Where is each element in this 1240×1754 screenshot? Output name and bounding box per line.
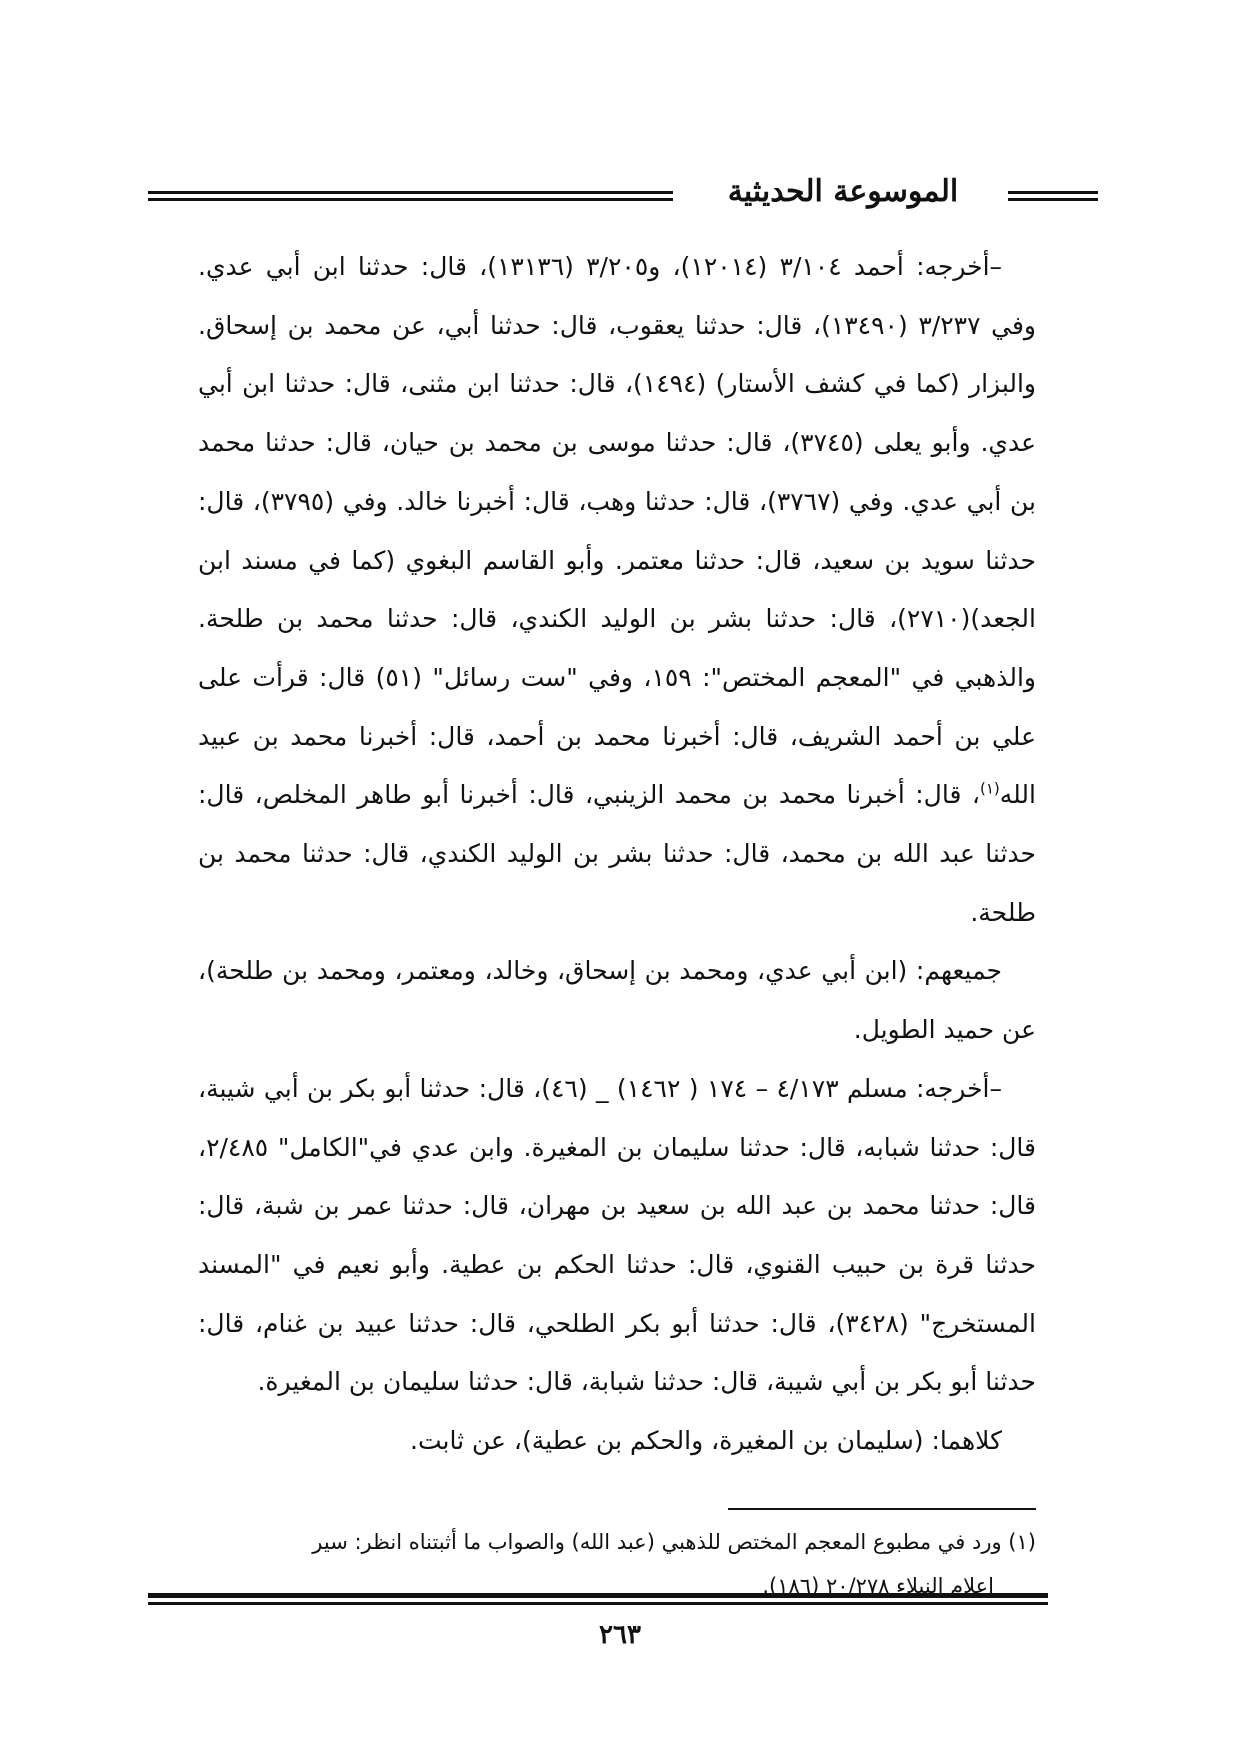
footer-rule — [148, 1593, 1048, 1605]
footnote-1-line-1: (١) ورد في مطبوع المعجم المختص للذهبي (عبد الله) والصواب ما أثبتناه انظر: سير — [312, 1530, 1036, 1554]
footnote-separator — [728, 1508, 1036, 1510]
paragraph-text: –أخرجه: أحمد ٣/١٠٤ (١٢٠١٤)، و٣/٢٠٥ (١٣١٣٦)، قال: حدثنا ابن أبي عدي. وفي ٣/٢٣٧ (١٣٤٩٠)، قال: حدثنا يعقوب، قال: حدثنا أبي، عن محمد بن إسحاق. والبزار (كما في كشف الأستار) (١٤٩٤)، قال: حدثنا ابن مثنى، قال: حدثنا ابن أبي عدي. وأبو يعلى (٣٧٤٥)، قال: حدثنا موسى بن محمد بن حيان، قال: حدثنا محمد بن أبي عدي. وفي (٣٧٦٧)، قال: حدثنا وهب، قال: أخبرنا خالد. وفي (٣٧٩٥)، قال: حدثنا سويد بن سعيد، قال: حدثنا معتمر. وأبو القاسم البغوي (كما في مسند ابن الجعد)(٢٧١٠)، قال: حدثنا بشر بن الوليد الكندي، قال: حدثنا محمد بن طلحة. والذهبي في "المعجم المختص": ١٥٩، وفي "ست رسائل" (٥١) قال: قرأت على علي بن أحمد الشريف، قال: أخبرنا محمد بن أحمد، قال: أخبرنا محمد بن عبيد الله — [198, 252, 1037, 810]
header-rule-right — [1008, 191, 1098, 201]
paragraph-takhrij-muslim: –أخرجه: مسلم ٤/١٧٣ – ١٧٤ ( ١٤٦٢) _ (٤٦)، قال: حدثنا أبو بكر بن أبي شيبة، قال: حدثنا شبابه، قال: حدثنا سليمان بن المغيرة. وابن عدي في"الكامل" ٢/٤٨٥، قال: حدثنا محمد بن عبد الله بن سعيد بن مهران، قال: حدثنا عمر بن شبة، قال: حدثنا قرة بن حبيب القنوي، قال: حدثنا الحكم بن عطية. وأبو نعيم في "المسند المستخرج" (٣٤٢٨)، قال: حدثنا أبو بكر الطلحي، قال: حدثنا عبيد بن غنام، قال: حدثنا أبو بكر بن أبي شيبة، قال: حدثنا شبابة، قال: حدثنا سليمان بن المغيرة. — [198, 1073, 1036, 1397]
header-rule-left — [148, 191, 673, 201]
paragraph-jamiuhum: جميعهم: (ابن أبي عدي، ومحمد بن إسحاق، وخالد، ومعتمر، ومحمد بن طلحة)، عن حميد الطويل. — [198, 956, 1036, 1045]
paragraph-text-continued: ، قال: أخبرنا محمد بن محمد الزينبي، قال: أخبرنا أبو طاهر المخلص، قال: حدثنا عبد الله بن محمد، قال: حدثنا بشر بن الوليد الكندي، قال: حدثنا محمد بن طلحة. — [198, 780, 1036, 927]
paragraph-takhrij-ahmad — [198, 238, 1036, 942]
paragraph-kilahuma: كلاهما: (سليمان بن المغيرة، والحكم بن عطية)، عن ثابت. — [410, 1426, 1002, 1456]
footnote-1-line-2: إعلام النبلاء ٢٠/٢٧٨ (١٨٦). — [762, 1574, 994, 1598]
running-title: الموسوعة الحديثية — [727, 174, 959, 209]
footnote-marker[interactable]: (١) — [979, 780, 1000, 798]
main-text — [198, 238, 1036, 1471]
page-header — [148, 168, 1048, 216]
page-number: ٢٦٣ — [599, 1620, 641, 1650]
